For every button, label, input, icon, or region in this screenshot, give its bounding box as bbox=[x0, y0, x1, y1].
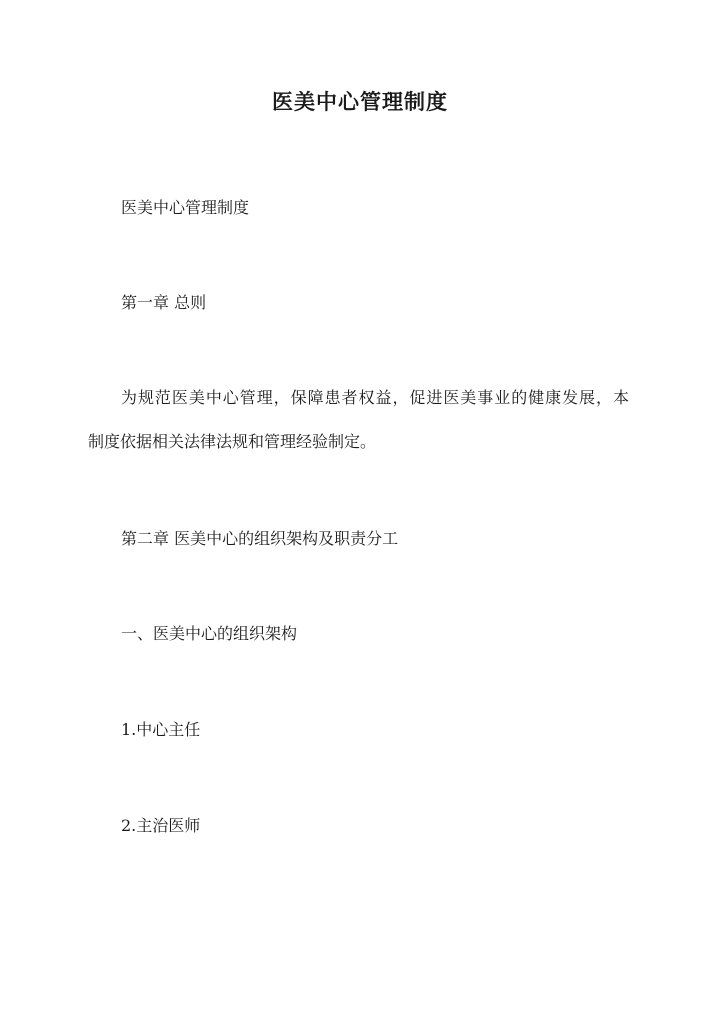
section-heading: 一、医美中心的组织架构 bbox=[121, 624, 298, 643]
paragraph-heading: 医美中心管理制度 bbox=[121, 198, 250, 217]
list-item: 1.中心主任 bbox=[121, 720, 201, 739]
document-title: 医美中心管理制度 bbox=[272, 89, 448, 114]
chapter-heading: 第二章 医美中心的组织架构及职责分工 bbox=[121, 529, 399, 548]
paragraph-text-line-1: 为规范医美中心管理，保障患者权益，促进医美事业的健康发展，本 bbox=[121, 388, 629, 407]
list-item: 2.主治医师 bbox=[121, 816, 201, 835]
chapter-heading: 第一章 总则 bbox=[121, 293, 207, 312]
paragraph-text-line-2: 制度依据相关法律法规和管理经验制定。 bbox=[88, 432, 377, 451]
